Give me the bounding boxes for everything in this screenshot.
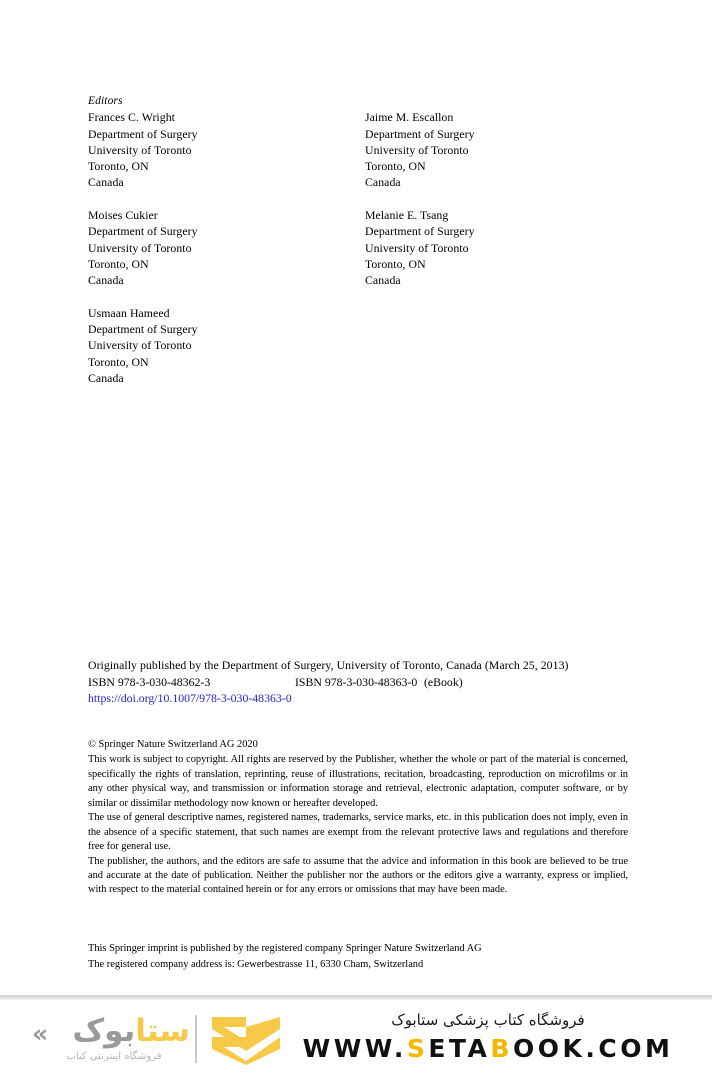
url-letter-s: S bbox=[406, 1034, 429, 1063]
url-letters-eta: ETA bbox=[428, 1034, 491, 1063]
editor-country: Canada bbox=[88, 371, 124, 386]
originally-published-note: Originally published by the Department of Surgery, University of Toronto, Canada (March 25, 2013) bbox=[88, 658, 569, 672]
editor-institution: University of Toronto bbox=[88, 240, 192, 255]
watermark-footer bbox=[0, 995, 712, 1079]
editor-entry bbox=[88, 305, 348, 386]
double-chevron-icon: « bbox=[32, 1019, 49, 1048]
editor-entry bbox=[365, 207, 625, 288]
chevron-mark-icon bbox=[210, 1015, 282, 1065]
editor-department: Department of Surgery bbox=[365, 224, 475, 239]
url-letter-b: B bbox=[490, 1034, 513, 1063]
isbn-ebook: ISBN 978-3-030-48363-0 bbox=[295, 674, 418, 689]
legal-paragraph-1: This work is subject to copyright. All rights are reserved by the Publisher, whether the whole or part of the material is concerned, specifically the rights of translation, reprinting, reuse of illustrations, recitation, broadcasting, reproduction on microfilms or in any other physical way, and transmission or information storage and retrieval, electronic adaptation, computer software, or by similar or dissimilar methodology now known or hereafter developed. bbox=[88, 754, 628, 809]
editors-section bbox=[88, 93, 648, 402]
url-prefix: WWW. bbox=[302, 1034, 407, 1063]
editor-institution: University of Toronto bbox=[88, 142, 192, 157]
isbn-ebook-tag: (eBook) bbox=[424, 674, 463, 689]
editor-city: Toronto, ON bbox=[88, 159, 149, 174]
editor-entry bbox=[88, 109, 348, 190]
site-url[interactable] bbox=[278, 1033, 698, 1065]
editor-name: Usmaan Hameed bbox=[88, 305, 170, 320]
brand-wordmark bbox=[30, 1011, 190, 1051]
brand-word-gray: بوک bbox=[72, 1013, 136, 1049]
logo-divider bbox=[195, 1015, 197, 1063]
editor-name: Jaime M. Escallon bbox=[365, 110, 454, 125]
editor-country: Canada bbox=[365, 273, 401, 288]
site-tagline: فروشگاه کتاب پزشکی ستابوک bbox=[391, 1011, 585, 1029]
url-suffix: OOK.COM bbox=[512, 1034, 674, 1063]
editor-institution: University of Toronto bbox=[88, 338, 192, 353]
legal-section bbox=[88, 738, 628, 898]
editor-city: Toronto, ON bbox=[365, 256, 426, 271]
imprint-line-2: The registered company address is: Gewerbestrasse 11, 6330 Cham, Switzerland bbox=[88, 958, 424, 970]
copyright-line: © Springer Nature Switzerland AG 2020 bbox=[88, 739, 258, 750]
editor-institution: University of Toronto bbox=[365, 240, 469, 255]
editor-entry bbox=[88, 207, 348, 288]
editor-city: Toronto, ON bbox=[365, 159, 426, 174]
editor-name: Moises Cukier bbox=[88, 208, 158, 223]
editor-country: Canada bbox=[88, 175, 124, 190]
imprint-section bbox=[88, 941, 628, 972]
footer-separator bbox=[0, 995, 712, 1000]
legal-paragraph-3: The publisher, the authors, and the editors are safe to assume that the advice and information in this book are believed to be true and accurate at the date of publication. Neither the publisher nor the authors or the editors give a warranty, express or implied, with respect to the material contained herein or for any errors or omissions that may have been made. bbox=[88, 855, 628, 896]
site-branding bbox=[278, 1009, 698, 1065]
editor-department: Department of Surgery bbox=[88, 322, 198, 337]
editor-institution: University of Toronto bbox=[365, 142, 469, 157]
brand-subtitle: فروشگاه اینترنتی کتاب bbox=[66, 1051, 162, 1062]
doi-link[interactable]: https://doi.org/10.1007/978-3-030-48363-0 bbox=[88, 691, 292, 706]
editors-columns bbox=[88, 109, 648, 402]
editor-name: Melanie E. Tsang bbox=[365, 208, 449, 223]
legal-paragraph-2: The use of general descriptive names, registered names, trademarks, service marks, etc. in this publication does not imply, even in the absence of a specific statement, that such names are exempt from the relevant protective laws and regulations and therefore free for general use. bbox=[88, 812, 628, 853]
editors-right-column bbox=[365, 109, 625, 305]
editor-department: Department of Surgery bbox=[88, 126, 198, 141]
brand-word-yellow: ستا bbox=[135, 1013, 190, 1049]
editor-department: Department of Surgery bbox=[88, 224, 198, 239]
editor-country: Canada bbox=[365, 175, 401, 190]
editor-city: Toronto, ON bbox=[88, 354, 149, 369]
isbn-print: ISBN 978-3-030-48362-3 bbox=[88, 674, 211, 689]
editors-left-column bbox=[88, 109, 348, 402]
editors-label: Editors bbox=[88, 95, 123, 107]
editor-name: Frances C. Wright bbox=[88, 110, 175, 125]
editor-department: Department of Surgery bbox=[365, 126, 475, 141]
editor-country: Canada bbox=[88, 273, 124, 288]
isbn-row bbox=[88, 674, 628, 691]
editor-city: Toronto, ON bbox=[88, 256, 149, 271]
publication-info bbox=[88, 657, 628, 707]
imprint-line-1: This Springer imprint is published by the registered company Springer Nature Switzerland AG bbox=[88, 943, 482, 954]
editor-entry bbox=[365, 109, 625, 190]
